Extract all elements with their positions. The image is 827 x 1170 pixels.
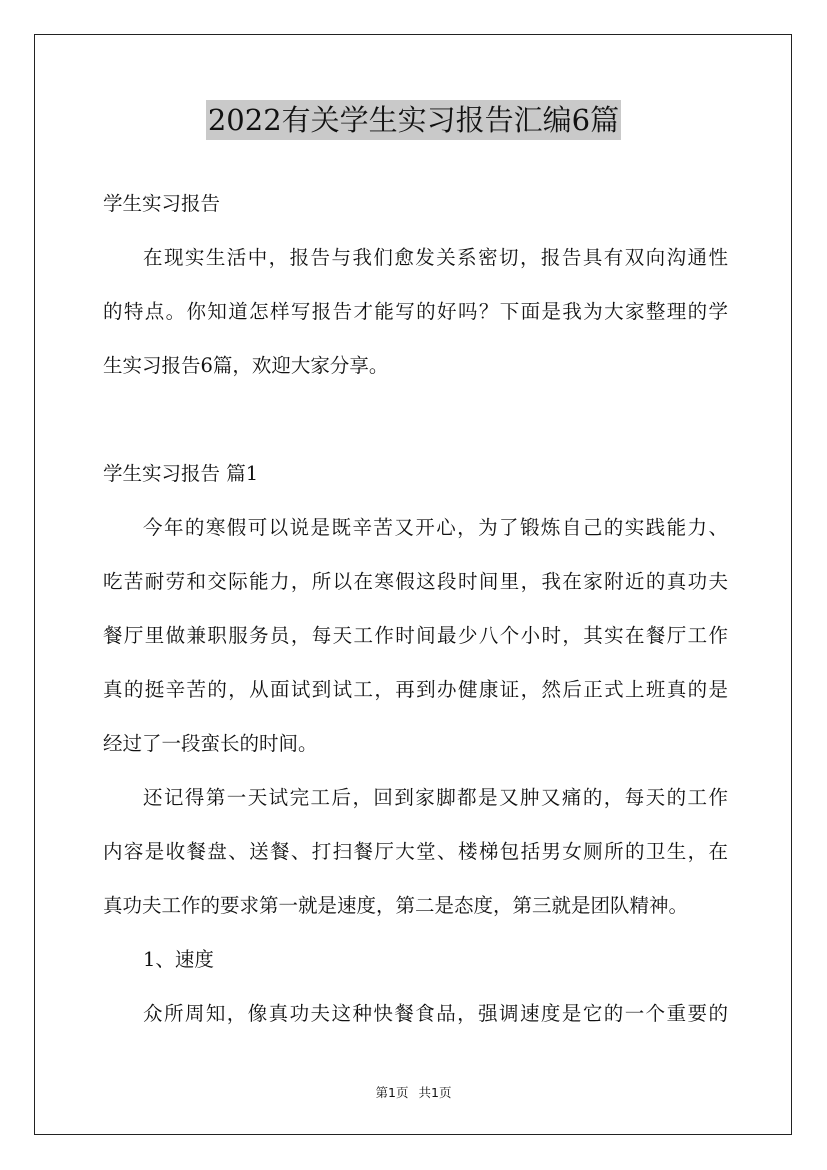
page-footer (0, 1083, 827, 1101)
paragraph-line: 在现实生活中，报告与我们愈发关系密切，报告具有双向沟通性 (143, 246, 728, 269)
page-number-current: 第1页 (375, 1085, 409, 1100)
paragraph-line: 内容是收餐盘、送餐、打扫餐厅大堂、楼梯包括男女厕所的卫生，在 (103, 840, 728, 863)
paragraph-line: 经过了一段蛮长的时间。 (103, 732, 318, 755)
list-heading-speed: 1、速度 (143, 948, 214, 971)
paragraph-line: 还记得第一天试完工后，回到家脚都是又肿又痛的，每天的工作 (143, 786, 728, 809)
paragraph-line: 众所周知，像真功夫这种快餐食品，强调速度是它的一个重要的 (143, 1002, 728, 1025)
section-heading-part1: 学生实习报告 篇1 (103, 462, 259, 485)
document-title: 2022有关学生实习报告汇编6篇 (206, 100, 621, 140)
paragraph-line: 生实习报告6篇，欢迎大家分享。 (103, 354, 389, 377)
paragraph-line: 餐厅里做兼职服务员，每天工作时间最少八个小时，其实在餐厅工作 (103, 624, 728, 647)
paragraph-line: 的特点。你知道怎样写报告才能写的好吗？下面是我为大家整理的学 (103, 300, 728, 323)
title-container (0, 100, 827, 140)
blank-line (103, 393, 728, 447)
page-number-total: 共1页 (418, 1085, 452, 1100)
paragraph-line: 今年的寒假可以说是既辛苦又开心，为了锻炼自己的实践能力、 (143, 516, 728, 539)
section-heading-intro: 学生实习报告 (103, 192, 221, 215)
paragraph-line: 吃苦耐劳和交际能力，所以在寒假这段时间里，我在家附近的真功夫 (103, 570, 728, 593)
paragraph-line: 真功夫工作的要求第一就是速度，第二是态度，第三就是团队精神。 (103, 894, 689, 917)
paragraph-line: 真的挺辛苦的，从面试到试工，再到办健康证，然后正式上班真的是 (103, 678, 728, 701)
document-body (103, 177, 728, 1041)
